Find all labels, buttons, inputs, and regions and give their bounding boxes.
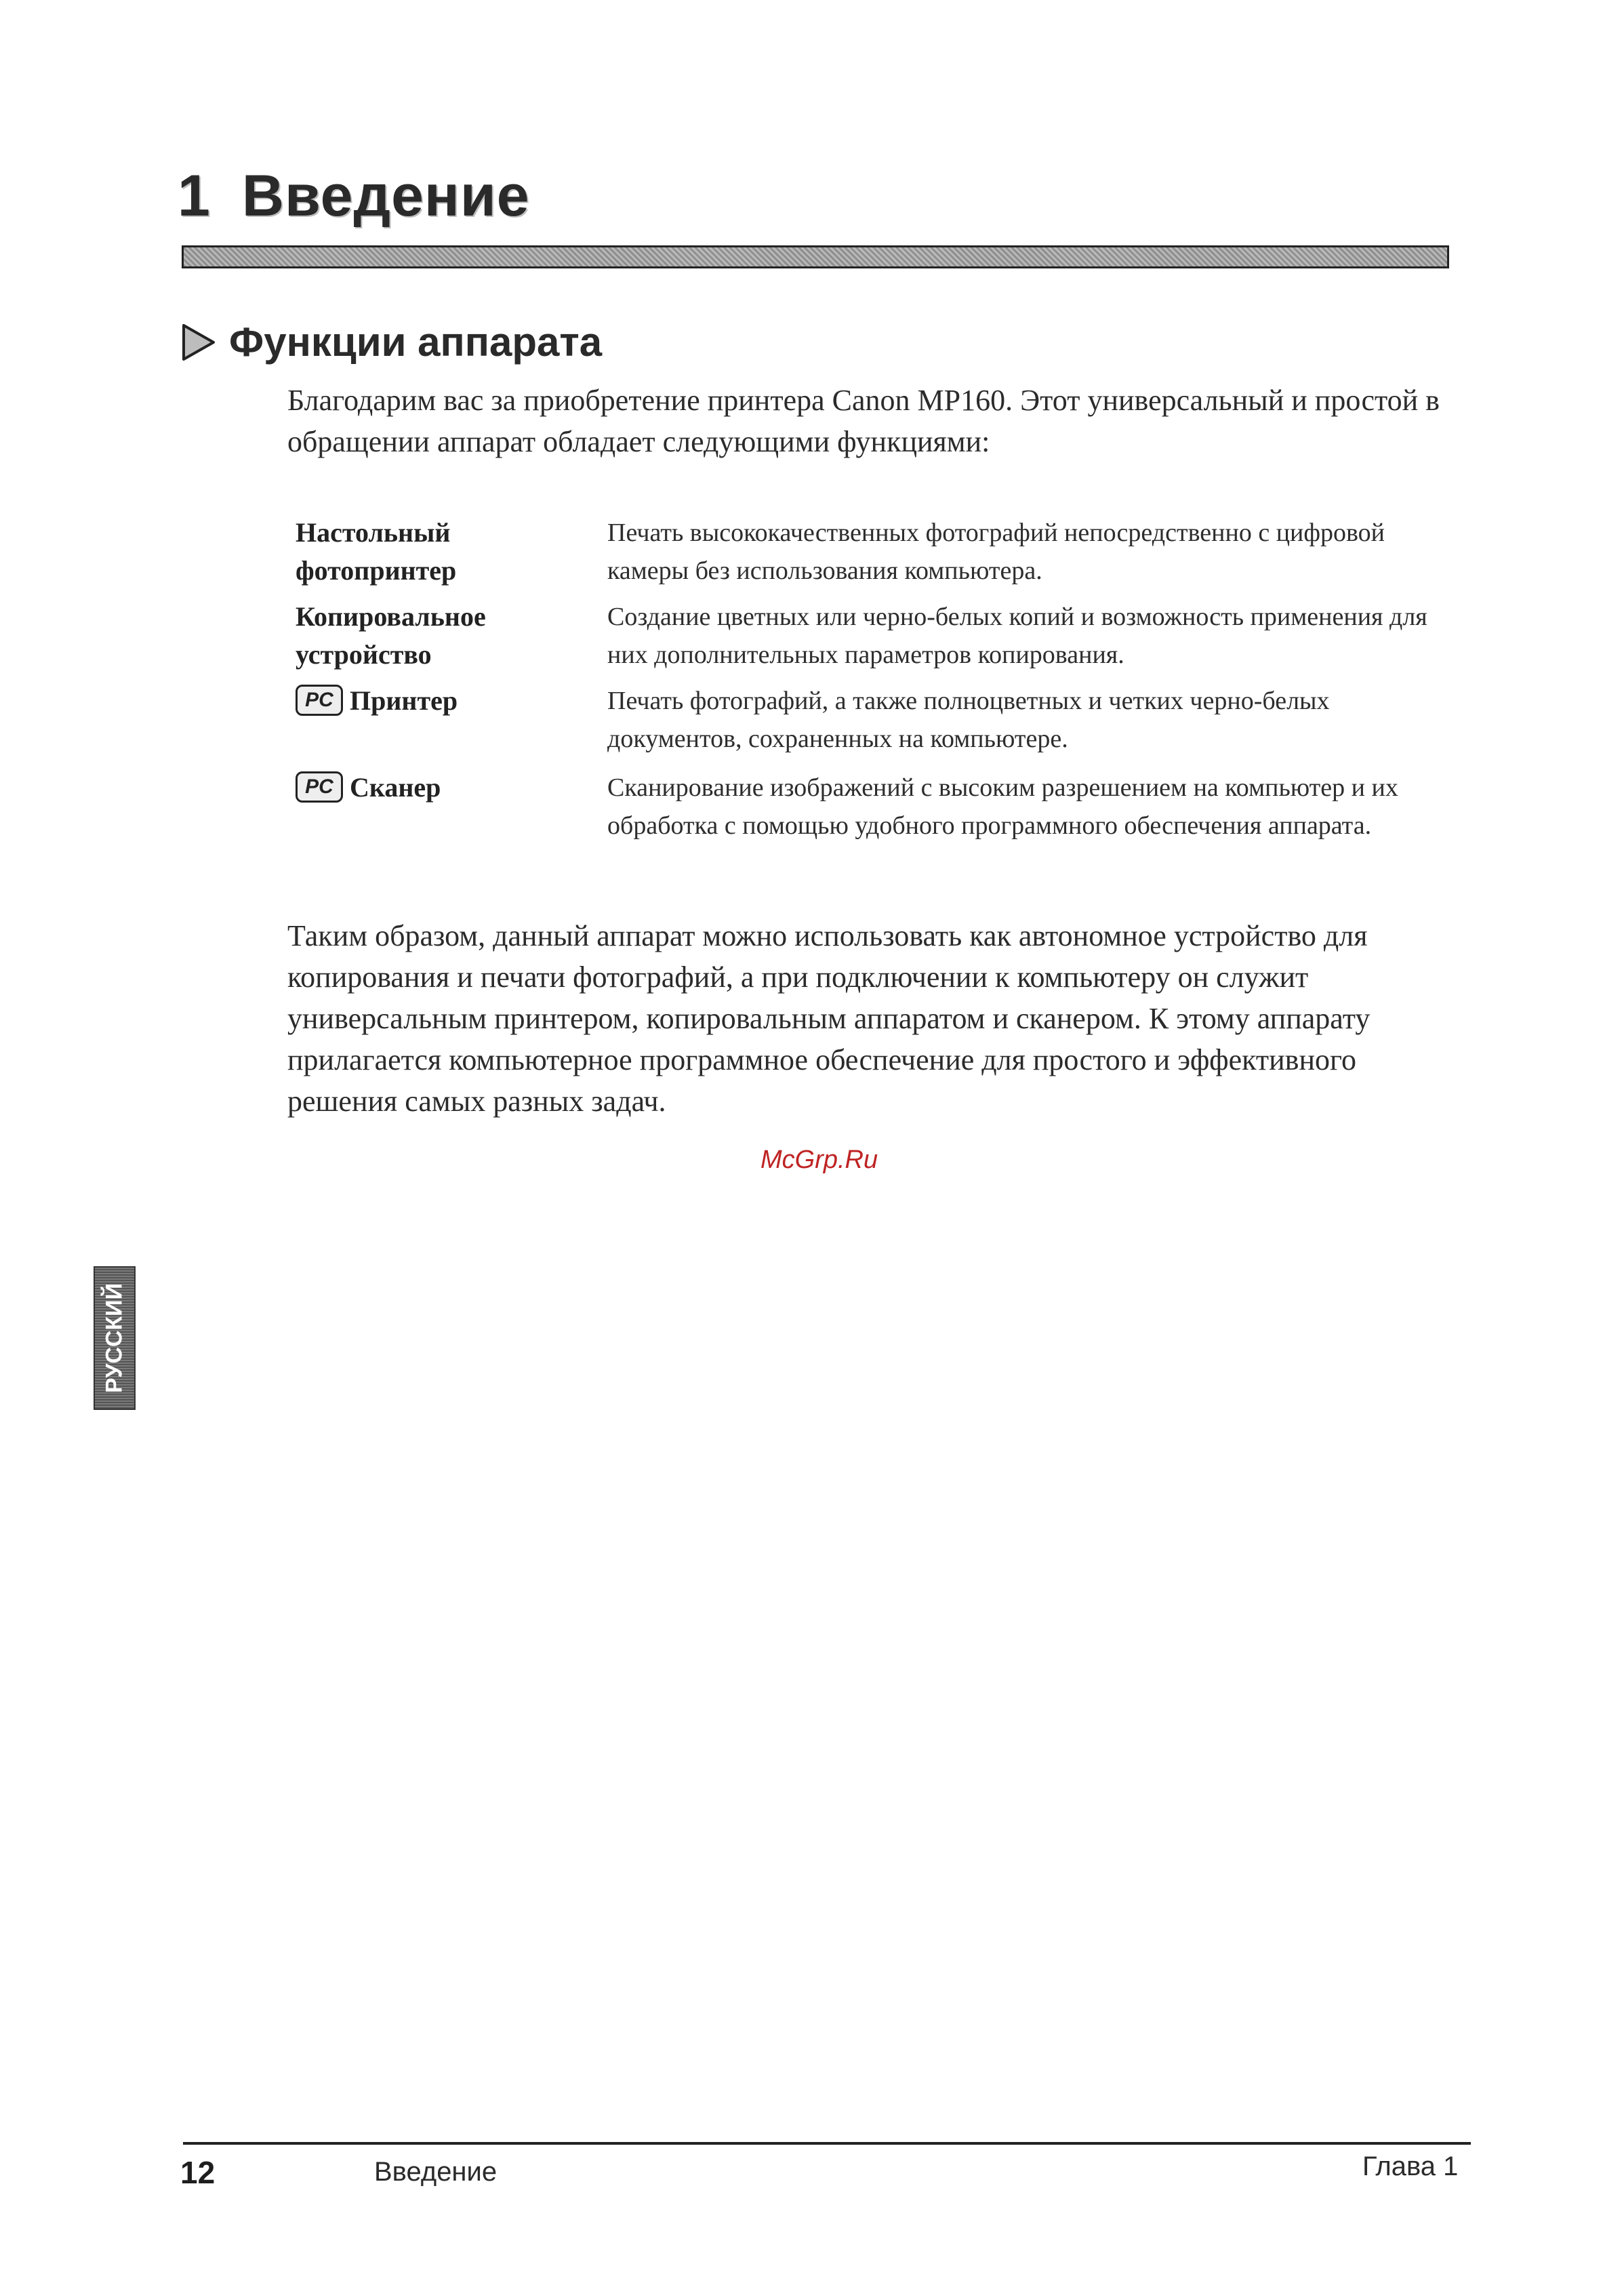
feature-description: Печать фотографий, а также полноцветных и четких черно-белых документов, сохраненных на компьютере. xyxy=(607,687,1330,753)
feature-term-line: Сканер xyxy=(350,772,441,803)
feature-row xyxy=(296,769,1461,845)
feature-term-line: устройство xyxy=(296,639,432,670)
feature-description: Сканирование изображений с высоким разрешением на компьютер и их обработка с помощью удобного программного обеспечения аппарата. xyxy=(607,773,1398,840)
summary-paragraph: Таким образом, данный аппарат можно использовать как автономное устройство для копирования и печати фотографий, а при подключении к компьютеру он служит универсальным принтером, копировальным аппаратом и сканером. К этому аппарату прилагается компьютерное программное обеспечение для простого и эффективного решения самых разных задач. xyxy=(287,919,1371,1118)
feature-term-line: Принтер xyxy=(350,685,458,716)
footer-section-name: Введение xyxy=(374,2157,498,2187)
feature-term-line: Копировальное xyxy=(296,601,486,632)
chapter-title xyxy=(178,163,530,230)
feature-description: Печать высококачественных фотографий непосредственно с цифровой камеры без использования компьютера. xyxy=(607,519,1385,585)
watermark-link[interactable]: McGrp.Ru xyxy=(760,1146,878,1174)
feature-term xyxy=(296,682,607,758)
feature-term xyxy=(296,598,607,674)
intro-paragraph: Благодарим вас за приобретение принтера Canon MP160. Этот универсальный и простой в обращении аппарат обладает следующими функциями: xyxy=(287,384,1440,458)
triangle-bullet-icon xyxy=(182,323,216,361)
feature-term-line: Настольный xyxy=(296,517,451,548)
language-tab xyxy=(94,1266,136,1410)
section-heading xyxy=(182,319,602,365)
pc-icon: PC xyxy=(296,771,343,803)
feature-term xyxy=(296,769,607,845)
chapter-title-bar xyxy=(182,245,1449,268)
page-number: 12 xyxy=(180,2155,216,2190)
language-tab-label: РУССКИЙ xyxy=(101,1282,127,1394)
footer-chapter-name: Глава 1 xyxy=(1362,2151,1459,2181)
feature-row xyxy=(296,598,1461,674)
feature-list xyxy=(296,514,1461,845)
feature-term xyxy=(296,514,607,590)
chapter-title-text: Введение xyxy=(241,163,530,228)
feature-row xyxy=(296,514,1461,590)
pc-icon: PC xyxy=(296,685,343,716)
feature-description: Создание цветных или черно-белых копий и возможность применения для них дополнительных параметров копирования. xyxy=(607,603,1427,669)
feature-term-line: фотопринтер xyxy=(296,555,457,586)
footer-divider xyxy=(183,2142,1471,2145)
feature-row xyxy=(296,682,1461,758)
chapter-number: 1 xyxy=(178,163,211,228)
section-title: Функции аппарата xyxy=(229,319,603,365)
